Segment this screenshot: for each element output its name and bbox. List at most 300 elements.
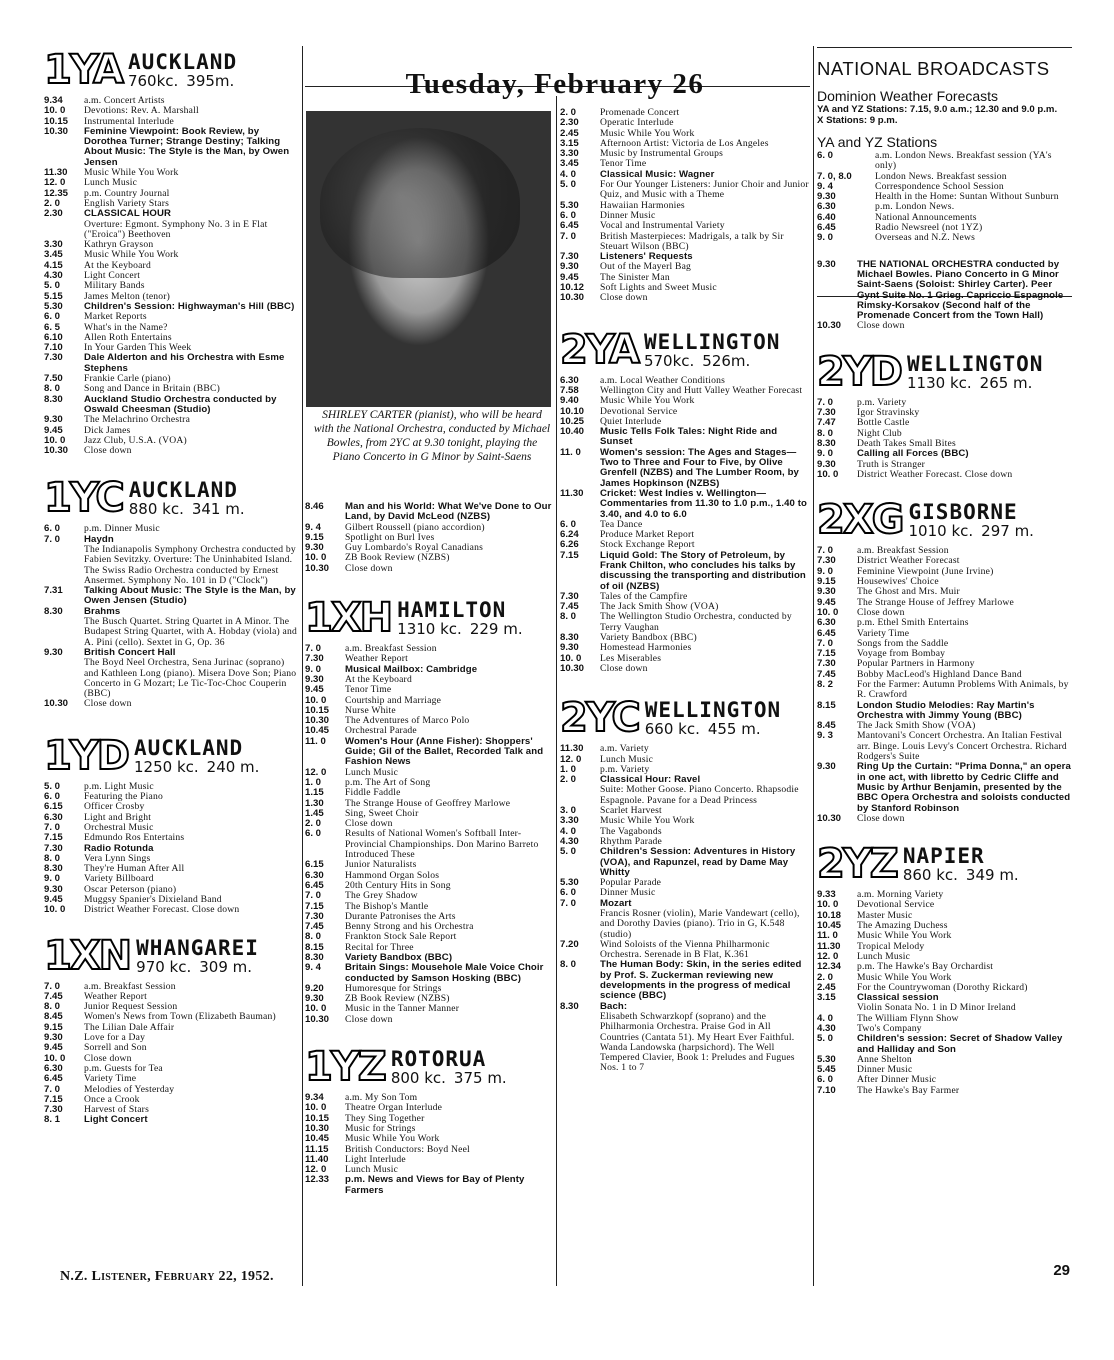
program-title: Close down <box>600 662 648 674</box>
program-time: 4.15 <box>44 259 63 271</box>
program-title: Voyage from Bombay <box>857 648 946 660</box>
program-item <box>44 782 300 792</box>
program-time: 7.30 <box>305 653 324 665</box>
program-time: 10.18 <box>817 909 842 921</box>
program-time: 9.45 <box>560 271 579 283</box>
program-item <box>44 524 300 534</box>
program-title: Tea Dance <box>600 518 643 530</box>
program-time: 2. 0 <box>44 197 61 209</box>
program-title: The Lilian Dale Affair <box>84 1021 175 1033</box>
program-title: Lunch Music <box>857 950 911 962</box>
program-title: a.m. Breakfast Session <box>345 643 437 655</box>
program-item <box>560 1012 810 1074</box>
program-time: 8.15 <box>817 699 836 711</box>
program-time: 12. 0 <box>817 950 839 962</box>
program-time: 8. 0 <box>44 383 61 395</box>
program-item <box>305 881 558 891</box>
program-item <box>560 755 810 765</box>
program-title: Weather Report <box>84 990 148 1002</box>
program-title: a.m. My Son Tom <box>345 1092 418 1104</box>
program-title: Overseas and N.Z. News <box>875 232 976 244</box>
program-time: 6.15 <box>44 801 63 813</box>
program-title: Orchestral Parade <box>345 725 417 737</box>
program-time: 10. 0 <box>817 468 839 480</box>
program-title: Anne Shelton <box>857 1053 912 1065</box>
station-kc: 860 kc. <box>902 866 958 885</box>
program-time: 8. 0 <box>44 852 61 864</box>
program-item <box>44 545 300 586</box>
program-title: Close down <box>345 1013 393 1025</box>
program-title: Close down <box>857 606 905 618</box>
program-item <box>817 233 1072 243</box>
program-list <box>560 744 810 1074</box>
station-logo: 2YC <box>560 695 639 742</box>
station-city: WELLINGTON <box>907 351 1044 376</box>
program-title: p.m. Light Music <box>84 780 154 792</box>
program-list <box>817 890 1072 1096</box>
program-title: Vocal and Instrumental Variety <box>600 220 725 232</box>
program-title: Close down <box>84 1052 132 1064</box>
program-time: 7. 0 <box>817 396 834 408</box>
program-time: 9.30 <box>44 646 63 658</box>
program-time: 7.50 <box>44 373 63 385</box>
program-title: The Indianapolis Symphony Orchestra conducted by Fabien Sevitzky. Overture: The Uninhabited Island. The Swiss Radio Orchestra conducted by Ernest Ansermet. Symphony No. 101 in D ("Clock") <box>84 543 296 586</box>
program-item <box>44 1095 300 1105</box>
program-item <box>817 470 1072 480</box>
station-kc: 800 kc. <box>390 1069 446 1088</box>
program-time: 7.30 <box>560 590 579 602</box>
program-time: 6.45 <box>305 879 324 891</box>
program-item <box>305 1114 558 1124</box>
program-title: Two's Company <box>857 1023 922 1034</box>
program-time: 10.30 <box>560 662 585 674</box>
program-item <box>44 905 300 915</box>
program-time: 8.45 <box>44 1011 63 1023</box>
program-title: Junior Request Session <box>84 1001 178 1013</box>
program-title: Military Bands <box>84 280 145 292</box>
program-title: Bobby MacLeod's Highland Dance Band <box>857 668 1022 680</box>
program-time: 7.47 <box>817 417 836 429</box>
program-time: 10. 0 <box>44 434 66 446</box>
program-item <box>817 762 1072 813</box>
program-title: Variety Bandbox (BBC) <box>345 951 453 963</box>
station-wavelength: 395m. <box>186 72 235 90</box>
program-time: 9.33 <box>817 889 836 901</box>
weather-line: YA and YZ Stations: 7.15, 9.0 a.m.; 12.30 and 9.0 p.m. <box>817 104 1058 115</box>
program-title: The Sinister Man <box>600 271 670 283</box>
program-title: Gilbert Roussell (piano accordion) <box>345 521 485 533</box>
program-time: 7. 0 <box>560 230 577 242</box>
program-item <box>560 744 810 754</box>
program-title: Children's Session: Adventures in History (VOA), and Rapunzel, read by Dame May Whitty <box>600 846 796 878</box>
program-title: Light Concert <box>84 270 141 282</box>
program-time: 9.15 <box>817 576 836 588</box>
program-time: 9.30 <box>305 673 324 685</box>
program-title: Close down <box>345 562 393 574</box>
program-title: Tenor Time <box>345 684 392 696</box>
program-time: 7.45 <box>305 921 324 933</box>
program-title: Dinner Music <box>600 209 656 221</box>
program-title: a.m. Local Weather Conditions <box>600 374 726 386</box>
program-title: Vera Lynn Sings <box>84 852 151 864</box>
program-title: Wind Soloists of the Vienna Philharmonic Orchestra. Serenade in B Flat, K.361 <box>600 938 770 961</box>
program-item <box>560 847 810 878</box>
program-time <box>44 220 84 241</box>
program-title: Light Concert <box>84 1114 148 1126</box>
program-item <box>305 502 558 523</box>
program-title: Close down <box>857 320 905 332</box>
program-item <box>44 1023 300 1033</box>
program-time: 7. 0 <box>305 890 322 902</box>
program-title: In Your Garden This Week <box>84 342 192 354</box>
program-title: Hawaiian Harmonies <box>600 199 685 211</box>
program-time: 10.30 <box>305 1122 330 1134</box>
portrait-photo-shading <box>320 128 520 278</box>
program-title: Close down <box>857 812 905 824</box>
program-title: Liquid Gold: The Story of Petroleum, by Frank Chilton, who concludes his talks by discussing the transporting and distribution of oil (NZBS) <box>600 549 806 592</box>
program-item <box>44 127 300 168</box>
program-item <box>44 1115 300 1125</box>
program-time: 7.10 <box>817 1084 836 1096</box>
program-title: Close down <box>600 292 648 304</box>
station-city: AUCKLAND <box>134 735 244 760</box>
program-time: 12. 0 <box>305 766 327 778</box>
program-title: London Studio Melodies: Ray Martin's Orchestra with Jimmy Young (BBC) <box>857 699 1035 721</box>
program-title: Music While You Work <box>84 249 179 261</box>
program-time: 6. 5 <box>44 321 61 333</box>
program-time: 9.30 <box>817 458 836 470</box>
program-item <box>817 680 1072 701</box>
program-item <box>560 427 810 448</box>
program-title: Devotional Service <box>600 405 678 417</box>
program-time: 10. 0 <box>817 899 839 911</box>
station-city: WELLINGTON <box>643 329 781 354</box>
program-title: a.m. Breakfast Session <box>857 545 949 557</box>
program-time: 7.30 <box>817 407 836 419</box>
program-time: 5.30 <box>817 1053 836 1065</box>
program-title: Cricket: West Indies v. Wellington—Commentaries from 11.30 to 1.0 p.m., 1.40 to 3.40, and 4.0 to 6.0 <box>600 487 808 520</box>
program-time: 6.45 <box>817 222 836 234</box>
program-time: 3.45 <box>44 249 63 261</box>
program-title: Dinner Music <box>600 887 656 899</box>
program-time: 10.45 <box>305 725 330 737</box>
yayz-heading: YA and YZ Stations <box>817 134 938 150</box>
program-title: Produce Market Report <box>600 529 695 541</box>
program-time: 7.31 <box>44 585 63 597</box>
program-time: 10.25 <box>560 415 585 427</box>
station-1xh <box>305 592 558 1025</box>
program-title: Music While You Work <box>600 127 695 139</box>
program-time: 6. 0 <box>817 1074 834 1086</box>
program-time: 1.30 <box>305 797 324 809</box>
program-title: Fiddle Faddle <box>345 787 401 799</box>
station-wavelength: 240 m. <box>206 757 260 776</box>
program-item <box>44 844 300 854</box>
program-title: Devotional Service <box>857 899 935 911</box>
program-title: a.m. Concert Artists <box>84 95 165 106</box>
station-1yc <box>44 472 300 709</box>
program-item <box>44 446 300 456</box>
program-time: 9.30 <box>560 642 579 654</box>
station-wavelength: 265 m. <box>979 373 1033 392</box>
program-item <box>560 201 810 211</box>
program-title: Correspondence School Session <box>875 180 1004 192</box>
program-title: The Bishop's Mantle <box>345 900 429 912</box>
program-title: Muggsy Spanier's Dixieland Band <box>84 894 222 905</box>
program-time <box>44 617 84 648</box>
program-title: p.m. The Hawke's Bay Orchardist <box>857 961 994 973</box>
program-time: 6.30 <box>817 201 836 213</box>
program-time: 3.45 <box>560 158 579 170</box>
program-time: 6. 0 <box>817 150 834 161</box>
program-time: 8.30 <box>44 393 63 405</box>
program-item <box>560 878 810 888</box>
program-item <box>560 909 810 940</box>
program-time: 7.30 <box>817 658 836 670</box>
weather-line: X Stations: 9 p.m. <box>817 114 898 126</box>
program-title: p.m. News and Views for Bay of Plenty Farmers <box>345 1174 525 1196</box>
station-wavelength: 375 m. <box>453 1069 507 1088</box>
program-list <box>817 398 1072 480</box>
program-item <box>817 1055 1072 1065</box>
program-title: District Weather Forecast. Close down <box>84 904 240 916</box>
program-title: Songs from the Saddle <box>857 637 949 649</box>
program-time: 7.30 <box>44 1104 63 1116</box>
program-time: 10.15 <box>44 115 69 127</box>
program-item <box>560 551 810 592</box>
program-title: Talking About Music: The Style is the Man, by Owen Jensen (Studio) <box>84 585 296 607</box>
program-time: 7. 0 <box>817 545 834 557</box>
program-title: Women's Hour (Anne Fisher): Shoppers' Guide; Gil of the Ballet, Recorded Talk and Fashion News <box>345 735 544 768</box>
program-time: 10.30 <box>44 698 69 710</box>
program-time <box>44 658 84 699</box>
program-item <box>44 323 300 333</box>
program-time: 6. 0 <box>560 209 577 221</box>
program-time: 4. 0 <box>817 1012 834 1024</box>
program-item <box>560 149 810 159</box>
station-city: AUCKLAND <box>127 50 238 74</box>
program-item <box>305 1004 558 1014</box>
program-title: The Jack Smith Show (VOA) <box>600 601 719 613</box>
program-item <box>44 220 300 241</box>
program-title: Variety Bandbox (BBC) <box>600 632 697 644</box>
program-title: The William Flynn Show <box>857 1012 959 1024</box>
program-time: 3.30 <box>44 239 63 251</box>
program-time: 7.10 <box>44 342 63 354</box>
program-time: 10.30 <box>44 125 69 137</box>
program-time: 6. 0 <box>44 791 61 803</box>
program-time: 8. 1 <box>44 1114 61 1126</box>
station-kc: 1250 kc. <box>134 757 199 776</box>
station-logo: 2XG <box>817 497 903 544</box>
program-item <box>305 799 558 809</box>
program-time: 10.10 <box>560 405 585 417</box>
program-item <box>817 418 1072 428</box>
program-title: Brahms <box>84 605 121 617</box>
program-title: Overture: Egmont. Symphony No. 3 in E Flat ("Eroica") Beethoven <box>84 218 268 240</box>
station-wavelength: 349 m. <box>965 866 1019 885</box>
program-title: Bottle Castle <box>857 417 910 429</box>
program-title: p.m. Dinner Music <box>84 523 160 535</box>
program-title: James Melton (tenor) <box>84 290 171 302</box>
program-time: 6.30 <box>305 869 324 881</box>
program-time: 4.30 <box>44 270 63 282</box>
program-title: Radio Newsreel (not 1YZ) <box>875 222 983 234</box>
program-time: 12. 0 <box>560 753 582 765</box>
program-time: 2.45 <box>817 981 836 993</box>
station-wavelength: 455 m. <box>707 720 761 739</box>
program-time: 12.35 <box>44 187 69 199</box>
program-title: Quiet Interlude <box>600 415 662 427</box>
program-title: Lunch Music <box>600 753 654 765</box>
program-time: 8. 0 <box>44 1001 61 1013</box>
program-item <box>44 302 300 312</box>
footer-publication: N.Z. Listener, February 22, 1952. <box>60 1269 274 1284</box>
program-time: 2. 0 <box>560 107 577 118</box>
program-item <box>44 802 300 812</box>
program-title: Featuring the Piano <box>84 791 163 803</box>
program-item <box>560 293 810 303</box>
program-title: Dale Alderton and his Orchestra with Esme Stephens <box>84 352 285 374</box>
program-time: 7. 0, 8.0 <box>817 170 852 182</box>
station-city: NAPIER <box>902 844 985 869</box>
program-title: Close down <box>84 698 132 710</box>
station-kc: 570kc. <box>643 351 695 370</box>
station-wavelength: 341 m. <box>191 500 245 519</box>
program-time: 7. 0 <box>44 821 61 833</box>
program-title: Mozart <box>600 897 632 909</box>
station-logo: 1YZ <box>305 1044 385 1091</box>
program-time: 11.30 <box>817 940 841 952</box>
program-title: Lunch Music <box>345 766 399 778</box>
program-title: Officer Crosby <box>84 801 145 813</box>
program-item <box>560 180 810 201</box>
program-time: 5.45 <box>817 1064 836 1076</box>
program-list <box>305 1093 558 1196</box>
program-list <box>817 260 1072 332</box>
program-item <box>305 1103 558 1113</box>
program-title: Tales of the Campfire <box>600 590 688 602</box>
program-time: 7. 0 <box>44 533 61 545</box>
program-time: 9. 0 <box>305 663 322 675</box>
program-time: 10.12 <box>560 282 585 294</box>
program-title: Benny Strong and his Orchestra <box>345 921 474 933</box>
program-title: Sorrell and Son <box>84 1042 147 1054</box>
program-item <box>305 1134 558 1144</box>
program-title: Igor Stravinsky <box>857 407 920 419</box>
program-item <box>44 271 300 281</box>
program-time: 6.30 <box>817 617 836 629</box>
program-item <box>817 900 1072 910</box>
program-time: 7.15 <box>817 648 836 660</box>
program-time: 6.30 <box>560 374 579 386</box>
program-time: 9.30 <box>44 883 63 895</box>
program-time: 9. 3 <box>817 730 834 742</box>
program-item <box>560 816 810 826</box>
program-title: The Wellington Studio Orchestra, conducted by Terry Vaughan <box>600 611 792 633</box>
program-title: Classical Hour: Ravel <box>600 774 701 786</box>
program-time: 8. 0 <box>305 931 322 943</box>
program-title: Music in the Tanner Manner <box>345 1003 460 1015</box>
program-time: 9.34 <box>44 95 63 106</box>
program-time: 8.30 <box>817 437 836 449</box>
program-title: ZB Book Review (NZBS) <box>345 552 450 564</box>
program-time: 10.30 <box>305 1013 330 1025</box>
program-time: 9.45 <box>44 424 63 436</box>
program-time: 6. 0 <box>44 523 61 535</box>
program-title: The Boyd Neel Orchestra, Sena Jurinac (soprano) and Kathleen Long (piano). Misera Dove Son; Piano Concerto in G Mozart; Le Tic-Toc-Choc Couperin (BBC) <box>84 657 297 700</box>
program-title: The Busch Quartet. String Quartet in A Minor. The Budapest String Quartet, with A. Hobday (viola) and A. Pini (cello). Sextet in G, Op. 36 <box>84 616 297 648</box>
program-title: Scarlet Harvest <box>600 805 662 817</box>
program-item <box>560 960 810 1001</box>
program-title: Rhythm Parade <box>600 835 663 847</box>
program-title: Hammond Organ Solos <box>345 869 440 881</box>
program-time: 5. 0 <box>817 1033 834 1045</box>
program-title: Promenade Concert <box>600 107 680 118</box>
program-item <box>44 250 300 260</box>
program-title: London News. Breakfast session <box>875 170 1007 182</box>
program-time: 5. 0 <box>560 179 577 191</box>
page-number: 29 <box>1053 1262 1070 1279</box>
program-time: 11.30 <box>560 743 584 755</box>
program-item <box>305 553 558 563</box>
program-title: a.m. Morning Variety <box>857 889 944 901</box>
program-item <box>817 260 1072 322</box>
program-item <box>560 827 810 837</box>
program-time: 6.15 <box>305 859 324 871</box>
program-time: 8.46 <box>305 501 324 512</box>
program-item <box>560 232 810 253</box>
program-item <box>44 982 300 992</box>
program-time: 8. 2 <box>817 678 834 690</box>
station-logo: 1YA <box>44 47 122 93</box>
station-2yc <box>560 692 810 1074</box>
program-item <box>817 618 1072 628</box>
program-item <box>305 932 558 942</box>
program-time: 8.15 <box>305 941 324 953</box>
program-time: 10. 0 <box>305 694 327 706</box>
program-time: 4.30 <box>560 835 579 847</box>
program-item <box>817 983 1072 993</box>
program-time: 1.15 <box>305 787 324 799</box>
program-item <box>305 1155 558 1165</box>
program-time: 4. 0 <box>560 825 577 837</box>
program-title: Music While You Work <box>600 395 695 407</box>
program-title: ZB Book Review (NZBS) <box>345 993 450 1005</box>
program-item <box>44 1043 300 1053</box>
program-title: Jazz Club, U.S.A. (VOA) <box>84 434 187 446</box>
program-title: Nurse White <box>345 704 396 716</box>
program-title: Master Music <box>857 909 913 921</box>
program-item <box>305 665 558 675</box>
program-title: Women's session: The Ages and Stages—Two to Three and Four to Five, by Olive Grenfell (NZBS) and The Lumber Room, by James Hopkinson (NZBS) <box>600 446 799 489</box>
program-item <box>305 644 558 654</box>
program-item <box>560 448 810 489</box>
program-item <box>44 312 300 322</box>
program-title: Feminine Viewpoint: Book Review, by Dorothea Turner; Strange Destiny; Talking About Music: The Style is the Man, by Owen Jensen <box>84 125 290 168</box>
program-item <box>305 768 558 778</box>
program-item <box>305 1015 558 1025</box>
program-time <box>44 545 84 586</box>
program-title: Results of National Women's Softball Inter-Provincial Championships. Don Marino Barreto Introduced These <box>345 828 539 861</box>
station-1yz <box>305 1041 558 1196</box>
program-item <box>560 262 810 272</box>
program-title: p.m. Variety <box>857 396 907 408</box>
station-logo: 2YD <box>817 348 901 395</box>
program-title: British Masterpieces: Madrigals, a talk by Sir Steuart Wilson (BBC) <box>600 230 784 252</box>
station-1xn <box>44 930 300 1126</box>
program-time: 2. 0 <box>305 818 322 830</box>
